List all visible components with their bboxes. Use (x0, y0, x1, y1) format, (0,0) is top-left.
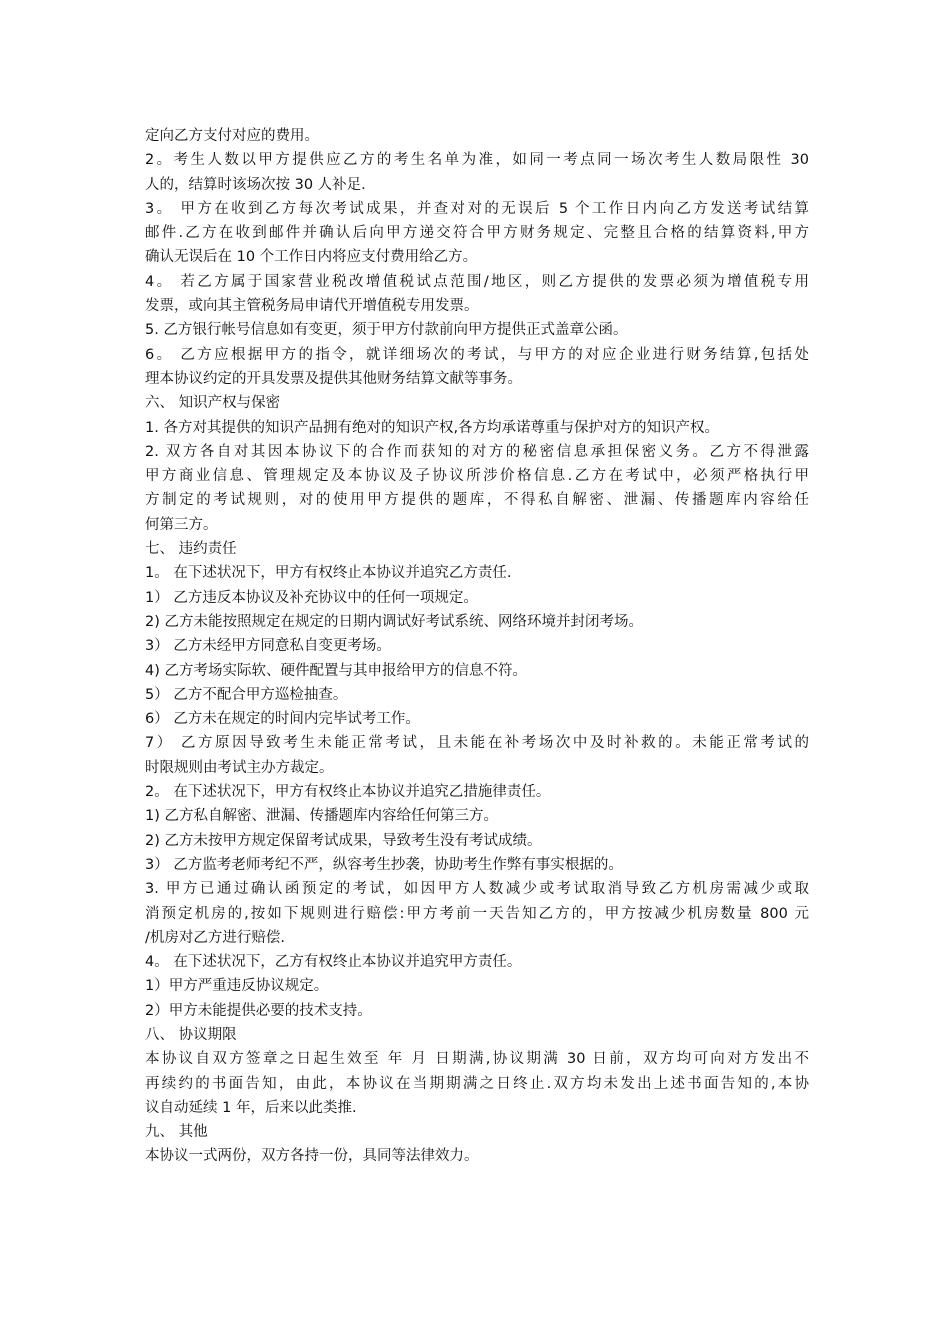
text-line: 邮件.乙方在收到邮件并确认后向甲方递交符合甲方财务规定、完整且合格的结算资料,甲方 (145, 225, 809, 242)
text-line: 3） 乙方监考老师考纪不严，纵容考生抄袭，协助考生作弊有事实根据的。 (145, 856, 623, 873)
text-line: 3. 甲方已通过确认函预定的考试，如因甲方人数减少或考试取消导致乙方机房需减少或取 (145, 881, 809, 898)
text-line: 2。 在下述状况下，甲方有权终止本协议并追究乙措施律责任。 (145, 784, 551, 801)
text-line: 6） 乙方未在规定的时间内完毕试考工作。 (145, 711, 420, 728)
text-line: 本协议自双方签章之日起生效至 年 月 日期满,协议期满 30 日前，双方均可向对方发出不 (145, 1051, 809, 1068)
text-line: 7） 乙方原因导致考生未能正常考试，且未能在补考场次中及时补救的。未能正常考试的 (145, 735, 809, 752)
text-line: 2。考生人数以甲方提供应乙方的考生名单为准，如同一考点同一场次考生人数局限性 30 (145, 152, 809, 169)
text-line: 2) 乙方未能按照规定在规定的日期内调试好考试系统、网络环境并封闭考场。 (145, 613, 643, 630)
text-line: 本协议一式两份，双方各持一份，具同等法律效力。 (145, 1148, 479, 1165)
text-line: 确认无误后在 10 个工作日内将应支付费用给乙方。 (145, 249, 478, 266)
text-line: 1） 乙方违反本协议及补充协议中的任何一项规定。 (145, 589, 478, 606)
text-line: 理本协议约定的开具发票及提供其他财务结算文献等事务。 (145, 370, 522, 387)
document-body (145, 124, 809, 1169)
text-line: 消预定机房的,按如下规则进行赔偿:甲方考前一天告知乙方的，甲方按减少机房数量 800 元 (145, 905, 809, 922)
text-line: 4。 在下述状况下，乙方有权终止本协议并追究甲方责任。 (145, 954, 522, 971)
text-line: 七、 违约责任 (145, 541, 237, 558)
text-line: 六、 知识产权与保密 (145, 395, 281, 412)
text-line: 人的，结算时该场次按 30 人补足. (145, 176, 366, 193)
text-line: /机房对乙方进行赔偿. (145, 929, 285, 946)
text-line: 5. 乙方银行帐号信息如有变更，须于甲方付款前向甲方提供正式盖章公函。 (145, 322, 628, 339)
text-line: 议自动延续 1 年，后来以此类推. (145, 1099, 357, 1116)
text-line: 5） 乙方不配合甲方巡检抽查。 (145, 686, 348, 703)
text-line: 4) 乙方考场实际软、硬件配置与其申报给甲方的信息不符。 (145, 662, 527, 679)
text-line: 方制定的考试规则，对的使用甲方提供的题库，不得私自解密、泄漏、传播题库内容给任 (145, 492, 809, 509)
text-line: 4。 若乙方属于国家营业税改增值税试点范围/地区，则乙方提供的发票必须为增值税专用 (145, 273, 809, 290)
text-line: 何第三方。 (145, 516, 218, 533)
text-line: 6。 乙方应根据甲方的指令，就详细场次的考试，与甲方的对应企业进行财务结算,包括处 (145, 346, 809, 363)
text-line: 九、 其他 (145, 1124, 208, 1141)
text-line: 3。 甲方在收到乙方每次考试成果，并查对对的无误后 5 个工作日内向乙方发送考试结算 (145, 200, 809, 217)
text-line: 3） 乙方未经甲方同意私自变更考场。 (145, 638, 391, 655)
text-line: 1。 在下述状况下，甲方有权终止本协议并追究乙方责任. (145, 565, 512, 582)
text-line: 甲方商业信息、管理规定及本协议及子协议所涉价格信息.乙方在考试中，必须严格执行甲 (145, 468, 809, 485)
text-line: 时限规则由考试主办方裁定。 (145, 759, 334, 776)
text-line: 发票，或向其主管税务局申请代开增值税专用发票。 (145, 298, 479, 315)
text-line: 2. 双方各自对其因本协议下的合作而获知的对方的秘密信息承担保密义务。乙方不得泄露 (145, 443, 809, 460)
text-line: 2) 乙方未按甲方规定保留考试成果，导致考生没有考试成绩。 (145, 832, 542, 849)
text-line: 1) 乙方私自解密、泄漏、传播题库内容给任何第三方。 (145, 808, 498, 825)
text-line: 再续约的书面告知，由此，本协议在当期期满之日终止.双方均未发出上述书面告知的,本协 (145, 1075, 809, 1092)
text-line: 1）甲方严重违反协议规定。 (145, 978, 329, 995)
text-line: 2）甲方未能提供必要的技术支持。 (145, 1002, 372, 1019)
text-line: 定向乙方支付对应的费用。 (145, 128, 319, 144)
text-line: 八、 协议期限 (145, 1026, 237, 1043)
text-line: 1. 各方对其提供的知识产品拥有绝对的知识产权,各方均承诺尊重与保护对方的知识产权。 (145, 419, 720, 436)
